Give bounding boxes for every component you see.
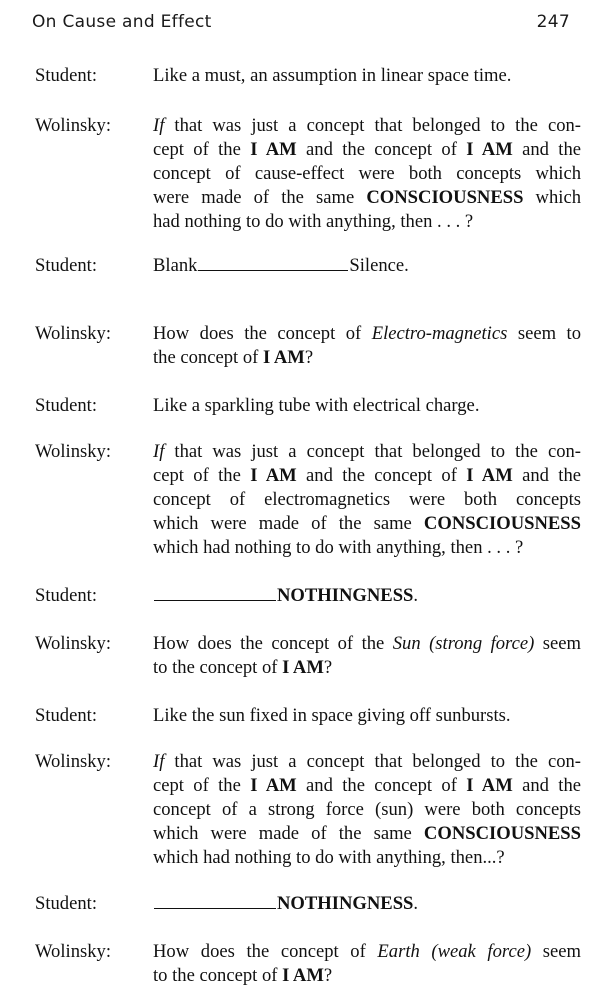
text-line	[153, 162, 581, 186]
text-run: and the	[512, 775, 582, 796]
text-line	[153, 774, 581, 798]
speaker-label: Wolinsky:	[35, 115, 111, 136]
dialogue-text	[153, 584, 581, 608]
dialogue-text	[153, 254, 581, 278]
speaker-label: Student:	[35, 65, 97, 86]
speaker-label: Student:	[35, 705, 97, 726]
italic-term: If	[153, 751, 165, 772]
text-line	[153, 846, 581, 870]
text-run: ?	[304, 347, 314, 368]
text-run: ?	[323, 965, 333, 986]
speaker-label: Wolinsky:	[35, 633, 111, 654]
text-line	[153, 584, 581, 608]
speaker-label: Wolinsky:	[35, 323, 111, 344]
italic-term: Earth (weak force)	[377, 941, 532, 962]
dialogue-text	[153, 394, 581, 418]
text-run: cept of the	[153, 465, 251, 486]
text-line	[153, 632, 581, 656]
answer-blank	[154, 907, 276, 909]
speaker-label: Student:	[35, 585, 97, 606]
text-run: to the concept of	[153, 657, 283, 678]
text-run: the concept of	[153, 347, 263, 368]
page-number: 247	[536, 12, 570, 32]
answer-blank	[198, 269, 348, 271]
italic-term: Sun (strong force)	[392, 633, 535, 654]
bold-term: I AM	[262, 347, 305, 368]
text-run: How does the concept of	[153, 323, 372, 344]
text-line	[153, 488, 581, 512]
text-run: Like a must, an assumption in linear space time.	[153, 65, 512, 86]
bold-term: CONSCIOUSNESS	[366, 187, 524, 208]
text-run: and the concept of	[296, 775, 467, 796]
speaker-label: Wolinsky:	[35, 751, 111, 772]
text-line	[153, 892, 581, 916]
text-run: seem to	[507, 323, 581, 344]
text-run: that was just a concept that belonged to the con-	[164, 441, 581, 462]
text-run: How does the concept of the	[153, 633, 393, 654]
text-run: that was just a concept that belonged to the con-	[164, 115, 581, 136]
answer-blank	[154, 599, 276, 601]
text-line	[153, 138, 581, 162]
bold-term: I AM	[282, 657, 324, 678]
speaker-label: Wolinsky:	[35, 441, 111, 462]
text-run: cept of the	[153, 139, 251, 160]
dialogue-text	[153, 632, 581, 680]
dialogue-text	[153, 440, 581, 560]
speaker-label: Student:	[35, 893, 97, 914]
text-run: to the concept of	[153, 965, 283, 986]
text-line	[153, 440, 581, 464]
text-run: which had nothing to do with anything, then...?	[153, 847, 505, 868]
text-run: cept of the	[153, 775, 251, 796]
text-run: and the concept of	[296, 139, 467, 160]
text-line	[153, 210, 581, 234]
text-line	[153, 940, 581, 964]
text-run: which were made of the same	[153, 823, 424, 844]
text-run: Like the sun fixed in space giving off sunbursts.	[153, 705, 511, 726]
text-line	[153, 322, 581, 346]
text-run: had nothing to do with anything, then . . . ?	[153, 211, 474, 232]
bold-term: NOTHINGNESS	[277, 585, 414, 606]
text-line	[153, 394, 581, 418]
dialogue-text	[153, 704, 581, 728]
text-run: Silence.	[349, 255, 409, 276]
text-run: and the concept of	[296, 465, 467, 486]
text-line	[153, 536, 581, 560]
text-run: which had nothing to do with anything, then . . . ?	[153, 537, 524, 558]
text-run: which	[523, 187, 581, 208]
text-run: ?	[323, 657, 333, 678]
italic-term: If	[153, 441, 165, 462]
text-run: concept of cause-effect were both concepts which	[153, 163, 581, 184]
text-run: concept of a strong force (sun) were both concepts	[153, 799, 581, 820]
chapter-title: On Cause and Effect	[32, 12, 212, 32]
text-line	[153, 750, 581, 774]
dialogue-text	[153, 322, 581, 370]
text-run: and the	[512, 465, 582, 486]
text-line	[153, 464, 581, 488]
dialogue-text	[153, 114, 581, 234]
text-run: were made of the same	[153, 187, 367, 208]
bold-term: I AM	[282, 965, 324, 986]
text-line	[153, 704, 581, 728]
text-run: .	[413, 893, 419, 914]
text-run: that was just a concept that belonged to the con-	[164, 751, 581, 772]
text-line	[153, 114, 581, 138]
text-line	[153, 186, 581, 210]
text-line	[153, 822, 581, 846]
bold-term: CONSCIOUSNESS	[423, 513, 581, 534]
italic-term: If	[153, 115, 165, 136]
dialogue-text	[153, 940, 581, 988]
italic-term: Electro-magnetics	[371, 323, 508, 344]
text-run: .	[413, 585, 419, 606]
text-run: Blank	[153, 255, 198, 276]
text-line	[153, 656, 581, 680]
bold-term: I AM	[466, 775, 513, 796]
text-line	[153, 798, 581, 822]
text-run: concept of electromagnetics were both concepts	[153, 489, 581, 510]
text-run: How does the concept of	[153, 941, 378, 962]
speaker-label: Wolinsky:	[35, 941, 111, 962]
bold-term: I AM	[250, 775, 297, 796]
speaker-label: Student:	[35, 255, 97, 276]
text-run: and the	[512, 139, 582, 160]
bold-term: NOTHINGNESS	[277, 893, 414, 914]
text-line	[153, 346, 581, 370]
text-run: seem	[534, 633, 581, 654]
speaker-label: Student:	[35, 395, 97, 416]
bold-term: I AM	[250, 139, 297, 160]
text-run: Like a sparkling tube with electrical charge.	[153, 395, 480, 416]
text-line	[153, 964, 581, 988]
dialogue-text	[153, 892, 581, 916]
text-run: seem	[531, 941, 581, 962]
bold-term: I AM	[250, 465, 297, 486]
text-line	[153, 64, 581, 88]
bold-term: I AM	[466, 465, 513, 486]
text-run: which were made of the same	[153, 513, 424, 534]
text-line	[153, 512, 581, 536]
dialogue-text	[153, 750, 581, 870]
bold-term: CONSCIOUSNESS	[423, 823, 581, 844]
bold-term: I AM	[466, 139, 513, 160]
text-line	[153, 254, 581, 278]
dialogue-text	[153, 64, 581, 88]
